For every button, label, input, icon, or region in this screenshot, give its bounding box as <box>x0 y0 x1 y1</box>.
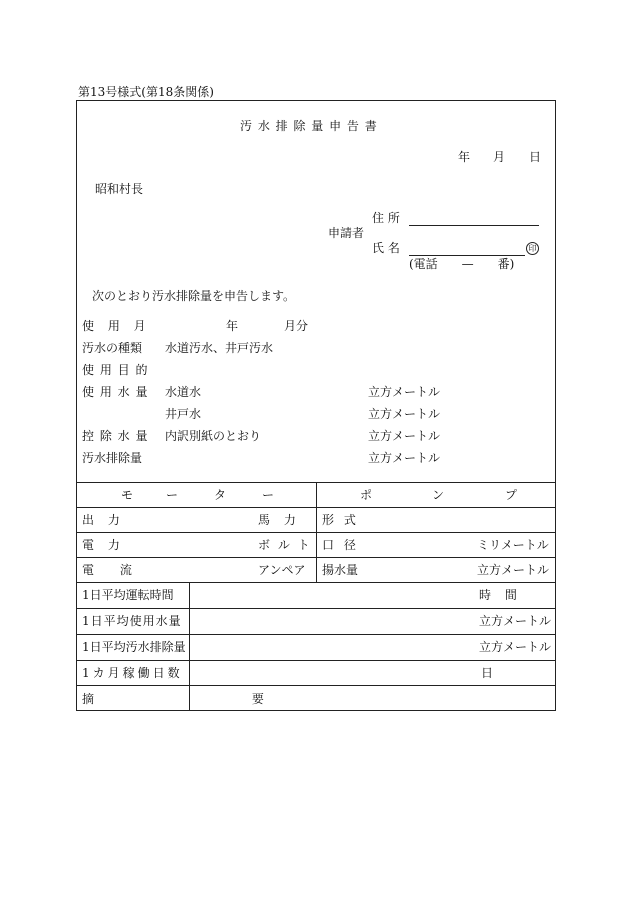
motor-current-label: 電 流 <box>82 563 143 577</box>
avg-hours-unit: 時 間 <box>479 588 522 602</box>
motor-voltage-label: 電 力 <box>82 538 125 552</box>
motor-header-3: タ <box>214 488 227 502</box>
form-title: 汚 水 排 除 量 申 告 書 <box>240 119 378 133</box>
motor-header-2: ー <box>166 488 179 502</box>
pump-lift-unit: 立方メートル <box>477 563 550 577</box>
well-water-label: 井戸水 <box>165 407 202 421</box>
date-year[interactable]: 年 <box>458 150 471 164</box>
pump-lift-label: 揚水量 <box>322 563 359 577</box>
tap-water-unit: 立方メートル <box>368 385 441 399</box>
avg-usage-unit: 立方メートル <box>479 614 552 628</box>
address-field[interactable] <box>409 225 539 226</box>
usage-month-unit: 月分 <box>284 319 309 333</box>
purpose-label: 使 用 目 的 <box>82 363 149 377</box>
date-day[interactable]: 日 <box>529 150 542 164</box>
sewage-type-value: 水道汚水、井戸汚水 <box>165 341 274 355</box>
motor-header-4: ー <box>262 488 275 502</box>
remarks-label: 摘 要 <box>82 692 341 706</box>
summary-line-2 <box>76 634 556 635</box>
avg-usage-label: 1日平均使用水量 <box>82 614 182 628</box>
phone-field[interactable]: (電話 — 番) <box>409 257 515 271</box>
pump-bore-unit: ミリメートル <box>477 538 549 552</box>
motor-output-unit: 馬 力 <box>258 513 301 527</box>
motor-current-unit: アンペア <box>258 563 306 577</box>
name-label: 氏 名 <box>372 241 400 255</box>
form-number: 第13号様式(第18条関係) <box>78 85 214 99</box>
avg-discharge-label: 1日平均汚水排除量 <box>82 640 186 654</box>
applicant-label: 申請者 <box>328 226 365 240</box>
name-field[interactable] <box>409 255 525 256</box>
motor-pump-divider <box>316 482 317 582</box>
discharge-label: 汚水排除量 <box>82 451 143 465</box>
address-label: 住 所 <box>372 211 400 225</box>
well-water-unit: 立方メートル <box>368 407 441 421</box>
seal-mark: 印 <box>526 242 539 255</box>
intro-text: 次のとおり汚水排除量を申告します。 <box>92 289 296 303</box>
pump-header-1: ポ <box>360 488 373 502</box>
pump-header-2: ン <box>432 488 445 502</box>
operating-days-label: 1カ月稼働日数 <box>82 666 183 680</box>
avg-hours-label: 1日平均運転時間 <box>82 588 174 602</box>
operating-days-unit: 日 <box>481 666 494 680</box>
usage-month-year[interactable]: 年 <box>226 319 239 333</box>
pump-bore-label: 口 径 <box>322 538 359 552</box>
summary-line-1 <box>76 608 556 609</box>
sewage-type-label: 汚水の種類 <box>82 341 143 355</box>
date-month[interactable]: 月 <box>493 150 506 164</box>
usage-month-label: 使 用 月 <box>82 319 151 333</box>
deduction-label: 控 除 水 量 <box>82 429 149 443</box>
tap-water-label: 水道水 <box>165 385 202 399</box>
deduction-unit: 立方メートル <box>368 429 441 443</box>
motor-output-label: 出 力 <box>82 513 125 527</box>
recipient: 昭和村長 <box>95 182 144 196</box>
table-line-4 <box>76 582 556 583</box>
summary-line-4 <box>76 685 556 686</box>
deduction-value: 内訳別紙のとおり <box>165 429 262 443</box>
discharge-unit: 立方メートル <box>368 451 441 465</box>
avg-discharge-unit: 立方メートル <box>479 640 552 654</box>
pump-type-label: 形 式 <box>322 513 359 527</box>
motor-header-1: モ <box>121 488 134 502</box>
summary-line-3 <box>76 660 556 661</box>
water-usage-label: 使 用 水 量 <box>82 385 149 399</box>
motor-voltage-unit: ボ ル ト <box>258 538 312 552</box>
pump-header-3: プ <box>505 488 518 502</box>
